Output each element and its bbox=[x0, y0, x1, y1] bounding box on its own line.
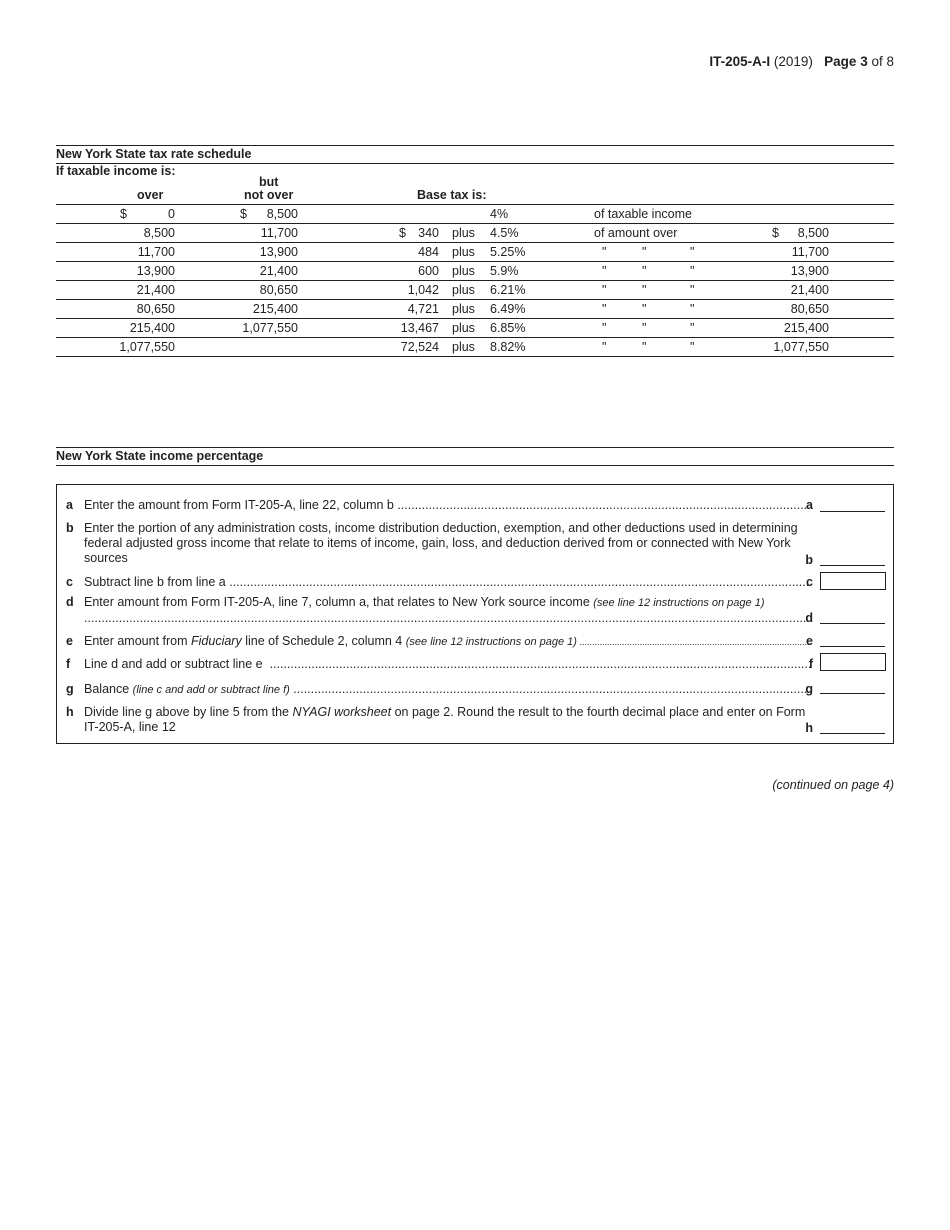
cell-q2: " bbox=[642, 245, 647, 259]
line-letter: f bbox=[66, 657, 71, 671]
line-c-box[interactable] bbox=[820, 572, 886, 590]
cell-q1: " bbox=[602, 264, 607, 278]
cell-base: 13,467 bbox=[400, 321, 439, 335]
cell-q1: " bbox=[602, 340, 607, 354]
cell-q1: " bbox=[602, 245, 607, 259]
tax-rate-schedule bbox=[56, 145, 894, 357]
cell-base: 4,721 bbox=[407, 302, 439, 316]
if-taxable-label: If taxable income is: bbox=[56, 164, 176, 178]
cell-q3: " bbox=[690, 264, 695, 278]
schedule-row bbox=[56, 243, 894, 262]
line-letter: b bbox=[66, 521, 74, 535]
cell-q3: " bbox=[690, 340, 695, 354]
cell-plus: plus bbox=[452, 340, 475, 354]
cell-over: 1,077,550 bbox=[119, 340, 175, 354]
line-label: b bbox=[805, 553, 813, 567]
line-text: Enter amount from Form IT-205-A, line 7, column a, that relates to New York source income (see line 12 instructions on page 1) ..... bbox=[84, 595, 810, 627]
cell-over: 215,400 bbox=[129, 321, 175, 335]
cell-amt: 1,077,550 bbox=[773, 340, 829, 354]
cell-notover: 215,400 bbox=[252, 302, 298, 316]
line-g-field[interactable] bbox=[820, 693, 885, 694]
col-not-over: not over bbox=[244, 188, 294, 202]
line-h bbox=[57, 705, 893, 737]
col-base-tax: Base tax is: bbox=[417, 188, 487, 202]
cell-over: 8,500 bbox=[143, 226, 175, 240]
schedule-row bbox=[56, 205, 894, 224]
cell-over: 11,700 bbox=[137, 245, 175, 259]
line-label: g bbox=[805, 682, 813, 696]
col-but: but bbox=[259, 175, 279, 189]
cell-amt: 215,400 bbox=[783, 321, 829, 335]
cell-plus: plus bbox=[452, 264, 475, 278]
cell-q1: " bbox=[602, 283, 607, 297]
cell-base: 484 bbox=[418, 245, 439, 259]
cell-over: 13,900 bbox=[136, 264, 175, 278]
line-letter: a bbox=[66, 498, 73, 512]
cell-q3: " bbox=[690, 245, 695, 259]
line-letter: d bbox=[66, 595, 74, 609]
line-c bbox=[57, 575, 893, 593]
cell-amt: 21,400 bbox=[790, 283, 829, 297]
cell-q3: " bbox=[690, 302, 695, 316]
line-label: h bbox=[805, 721, 813, 735]
page-total: of 8 bbox=[871, 54, 894, 69]
line-h-field[interactable] bbox=[820, 733, 885, 734]
form-number: IT-205-A-I bbox=[709, 54, 771, 69]
schedule-title: New York State tax rate schedule bbox=[56, 147, 252, 161]
schedule-row bbox=[56, 281, 894, 300]
schedule-rows bbox=[56, 205, 894, 357]
line-a bbox=[57, 498, 893, 514]
line-label: e bbox=[806, 634, 813, 648]
cell-notover: 8,500 bbox=[266, 207, 298, 221]
cell-rate: 6.21% bbox=[490, 283, 526, 297]
cell-notover: 11,700 bbox=[260, 226, 298, 240]
line-text: Enter the portion of any administration costs, income distribution deduction, exemption, and other deductions used in determining federal adjusted gross income that relate to items of income, gain, loss, and deduction derived from or connected with New York sources ..... bbox=[84, 521, 810, 567]
income-pct-title: New York State income percentage bbox=[56, 449, 264, 463]
line-f bbox=[57, 657, 893, 675]
cell-q1: " bbox=[602, 321, 607, 335]
line-text: Enter the amount from Form IT-205-A, line 22, column b ..... bbox=[84, 498, 810, 513]
cell-of: of amount over bbox=[594, 226, 678, 240]
cell-rate: 4.5% bbox=[490, 226, 519, 240]
cell-over: 21,400 bbox=[136, 283, 175, 297]
line-text: Divide line g above by line 5 from the NYAGI worksheet on page 2. Round the result to the fourth decimal place and enter on Form IT-205-A, line 12 ..... bbox=[84, 705, 810, 737]
cell-amt: 80,650 bbox=[790, 302, 829, 316]
schedule-row bbox=[56, 319, 894, 338]
cell-notover: 21,400 bbox=[259, 264, 298, 278]
cell-notover: 1,077,550 bbox=[242, 321, 298, 335]
line-text: Enter amount from Fiduciary line of Schedule 2, column 4 (see line 12 instructions on page 1) ..... bbox=[84, 634, 810, 650]
cell-base: 340 bbox=[418, 226, 439, 240]
line-d bbox=[57, 595, 893, 627]
schedule-header bbox=[56, 164, 894, 204]
cell-notover-sym: $ bbox=[240, 207, 247, 221]
cell-amt: 8,500 bbox=[797, 226, 829, 240]
line-b-field[interactable] bbox=[820, 565, 885, 566]
line-f-box[interactable] bbox=[820, 653, 886, 671]
line-label: d bbox=[805, 611, 813, 625]
income-pct-lines bbox=[56, 484, 894, 744]
cell-notover: 13,900 bbox=[259, 245, 298, 259]
line-letter: h bbox=[66, 705, 74, 719]
schedule-row bbox=[56, 224, 894, 243]
cell-q2: " bbox=[642, 321, 647, 335]
line-text: Line d and add or subtract line e ..... bbox=[84, 657, 810, 672]
form-year: (2019) bbox=[773, 54, 813, 69]
cell-q2: " bbox=[642, 302, 647, 316]
income-percentage-section bbox=[56, 447, 894, 466]
cell-q3: " bbox=[690, 283, 695, 297]
cell-rate: 5.25% bbox=[490, 245, 526, 259]
line-a-field[interactable] bbox=[820, 511, 885, 512]
line-letter: c bbox=[66, 575, 73, 589]
cell-q1: " bbox=[602, 302, 607, 316]
line-d-field[interactable] bbox=[820, 623, 885, 624]
page-number: Page 3 bbox=[824, 54, 868, 69]
cell-over-sym: $ bbox=[120, 207, 127, 221]
line-letter: g bbox=[66, 682, 74, 696]
cell-rate: 6.85% bbox=[490, 321, 526, 335]
line-label: a bbox=[806, 498, 813, 512]
line-g bbox=[57, 682, 893, 698]
cell-plus: plus bbox=[452, 226, 475, 240]
cell-q2: " bbox=[642, 264, 647, 278]
cell-base: 600 bbox=[418, 264, 439, 278]
line-e bbox=[57, 634, 893, 650]
cell-base-sym: $ bbox=[399, 226, 406, 240]
schedule-row bbox=[56, 300, 894, 319]
line-label: f bbox=[808, 657, 813, 671]
cell-rate: 4% bbox=[490, 207, 509, 221]
cell-q3: " bbox=[690, 321, 695, 335]
schedule-row bbox=[56, 338, 894, 357]
col-over: over bbox=[137, 188, 164, 202]
continued-note: (continued on page 4) bbox=[772, 778, 894, 792]
cell-q2: " bbox=[642, 283, 647, 297]
cell-notover: 80,650 bbox=[259, 283, 298, 297]
line-text: Subtract line b from line a ..... bbox=[84, 575, 810, 590]
cell-over: 80,650 bbox=[136, 302, 175, 316]
cell-amt: 13,900 bbox=[790, 264, 829, 278]
line-text: Balance (line c and add or subtract line f) ..... bbox=[84, 682, 810, 698]
line-b bbox=[57, 521, 893, 567]
cell-over: 0 bbox=[168, 207, 175, 221]
cell-rate: 6.49% bbox=[490, 302, 526, 316]
cell-q2: " bbox=[642, 340, 647, 354]
cell-rate: 5.9% bbox=[490, 264, 519, 278]
line-label: c bbox=[806, 575, 813, 589]
cell-plus: plus bbox=[452, 321, 475, 335]
cell-amt: 11,700 bbox=[791, 245, 829, 259]
cell-base: 1,042 bbox=[407, 283, 439, 297]
cell-amt-sym: $ bbox=[772, 226, 779, 240]
cell-of: of taxable income bbox=[594, 207, 692, 221]
schedule-row bbox=[56, 262, 894, 281]
cell-base: 72,524 bbox=[400, 340, 439, 354]
line-e-field[interactable] bbox=[820, 646, 885, 647]
cell-rate: 8.82% bbox=[490, 340, 526, 354]
cell-plus: plus bbox=[452, 302, 475, 316]
cell-plus: plus bbox=[452, 283, 475, 297]
line-letter: e bbox=[66, 634, 73, 648]
cell-plus: plus bbox=[452, 245, 475, 259]
page-header bbox=[709, 54, 894, 69]
